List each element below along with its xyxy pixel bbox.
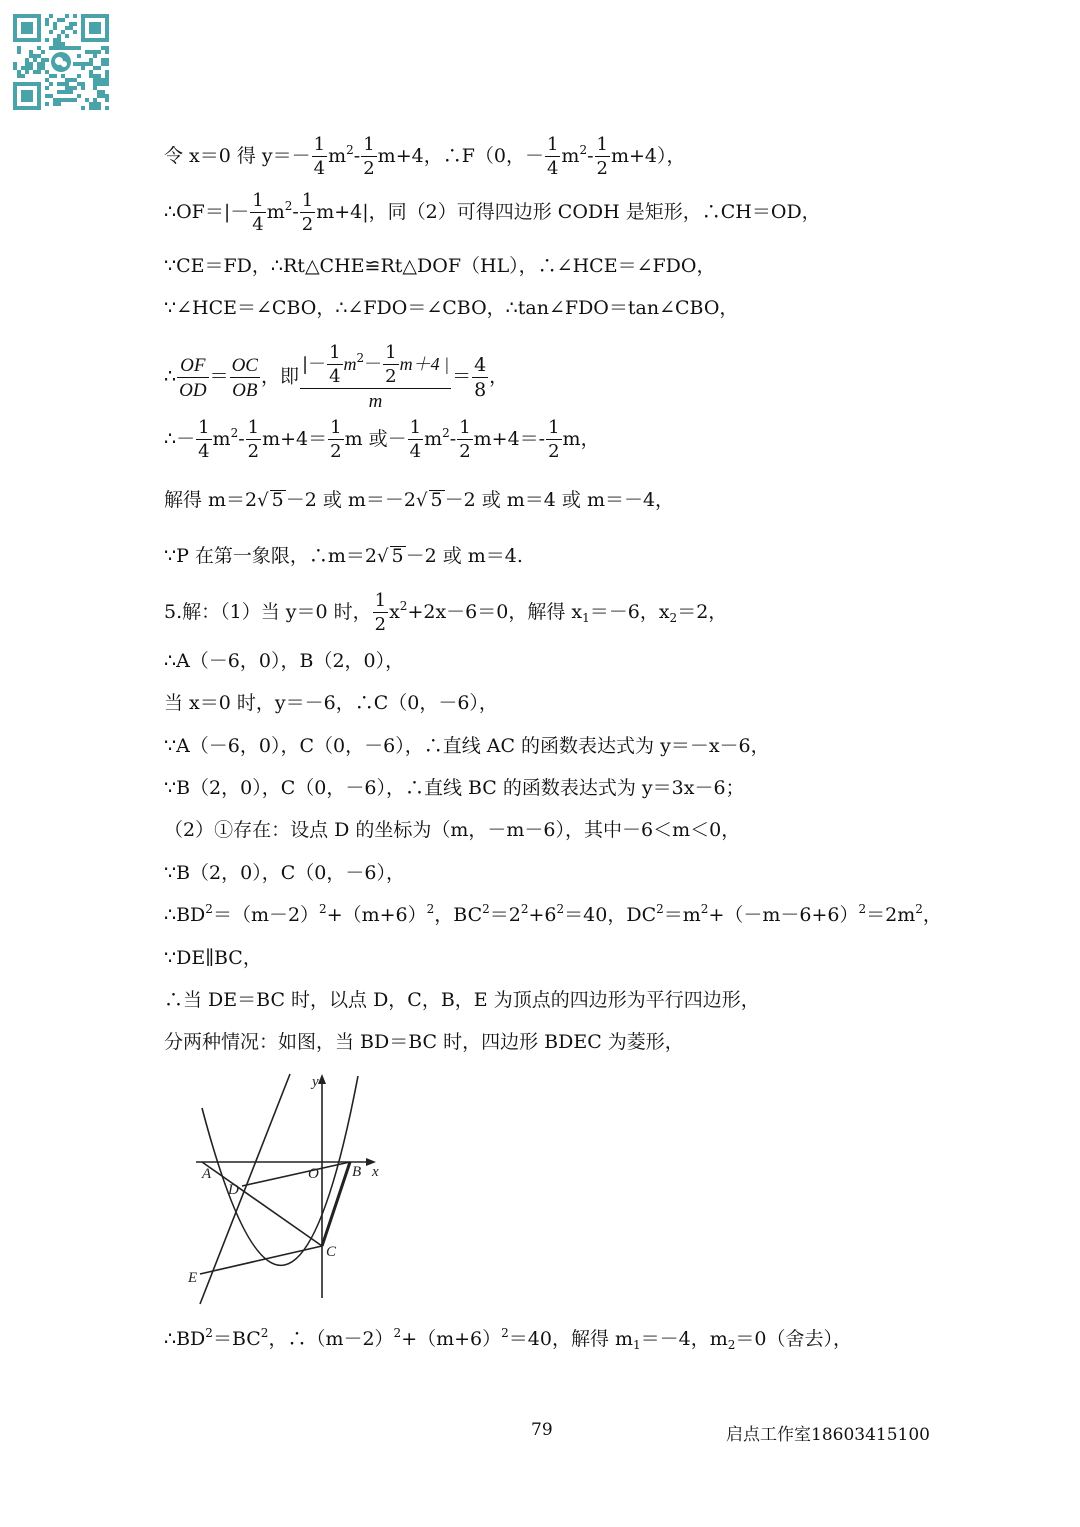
parabola-figure (184, 1068, 394, 1308)
line-18: ∴当 DE＝BC 时，以点 D，C，B，E 为顶点的四边形为平行四边形， (164, 989, 760, 1011)
subscript: 1 (582, 611, 590, 625)
numerator: 1 (459, 417, 471, 438)
line-2 (164, 192, 821, 234)
text: m+4＝ (262, 428, 328, 450)
text: － (364, 354, 383, 375)
numerator: 1 (330, 417, 342, 438)
text: 令 x＝0 得 y＝－ (164, 145, 311, 167)
line-ac (202, 1162, 322, 1246)
text: m (343, 354, 357, 374)
text: ∴OF＝|－ (164, 201, 250, 223)
numerator: 1 (198, 417, 210, 438)
fraction (383, 344, 398, 386)
line-17: ∵DE∥BC， (164, 947, 262, 969)
text: ＝ (209, 365, 229, 388)
fraction (300, 192, 315, 234)
y-axis-arrow (318, 1074, 326, 1084)
numerator: 1 (385, 342, 397, 363)
superscript: 2 (442, 426, 450, 440)
text: x (389, 601, 400, 623)
line-ec (200, 1246, 322, 1274)
denominator: 2 (363, 158, 375, 179)
line-20 (164, 1326, 852, 1352)
denominator: 2 (596, 158, 608, 179)
fraction (546, 419, 561, 461)
text: - (292, 201, 299, 223)
line-12: ∵A（－6，0），C（0，－6），∴直线 AC 的函数表达式为 y＝－x－6， (164, 735, 770, 757)
denominator: 4 (252, 214, 264, 235)
text: ， (922, 904, 942, 926)
text: －2 或 m＝4 或 m＝－4， (444, 489, 675, 511)
radicand: 5 (430, 489, 443, 511)
fraction (328, 419, 343, 461)
numerator: 1 (409, 417, 422, 438)
fraction (230, 356, 260, 400)
text: ＝2m (866, 904, 916, 926)
text: ＝2 (489, 904, 521, 926)
superscript: 2 (356, 351, 365, 365)
text: －2 或 m＝4. (405, 545, 523, 567)
radicand: 5 (391, 545, 404, 567)
line-11: 当 x＝0 时，y＝－6，∴C（0，－6）， (164, 692, 498, 714)
numerator: 1 (301, 190, 314, 211)
fraction (373, 592, 388, 634)
fraction (177, 356, 208, 400)
fraction (250, 192, 265, 234)
line-4: ∵∠HCE＝∠CBO，∴∠FDO＝∠CBO，∴tan∠FDO＝tan∠CBO， (164, 297, 739, 319)
numerator: 1 (252, 190, 264, 211)
superscript: 2 (284, 199, 293, 213)
text: －2 或 m＝－2 (285, 489, 417, 511)
superscript: 2 (700, 902, 709, 916)
line-5 (164, 344, 508, 411)
text: ＝0（舍去）， (735, 1328, 852, 1350)
denominator: 2 (385, 366, 397, 387)
text: ，∴（m－2） (268, 1328, 394, 1350)
fraction (327, 344, 342, 386)
denominator: 4 (329, 366, 341, 387)
line-14: （2）①存在：设点 D 的坐标为（m，－m－6），其中－6＜m＜0， (164, 819, 741, 841)
fraction (361, 136, 376, 178)
text: ，即 (260, 365, 299, 388)
superscript: 2 (399, 599, 408, 613)
text: m+4|，同（2）可得四边形 CODH 是矩形，∴CH＝OD， (316, 201, 821, 223)
text: ∴ (164, 365, 177, 388)
numerator: 1 (546, 134, 559, 155)
text: ∴－ (164, 428, 196, 450)
denominator: 2 (459, 441, 471, 462)
subscript: 2 (727, 1338, 736, 1352)
fraction (246, 419, 261, 461)
line-13: ∵B（2，0），C（0，－6），∴直线 BC 的函数表达式为 y＝3x－6； (164, 777, 745, 799)
superscript: 2 (915, 902, 923, 916)
line-16 (164, 902, 942, 926)
numerator: 1 (329, 342, 341, 363)
text: ＝－6，x (589, 601, 670, 623)
numerator: 1 (374, 590, 387, 611)
line-3: ∵CE＝FD，∴Rt△CHE≌Rt△DOF（HL），∴∠HCE＝∠FDO， (164, 255, 716, 277)
text: ＝2， (677, 601, 728, 623)
label-a: A (202, 1166, 212, 1182)
sqrt-sign: √ (416, 490, 428, 511)
text: ∴BD (164, 904, 206, 926)
text: |－ (301, 354, 327, 375)
fraction-big (300, 344, 451, 411)
fraction (457, 419, 472, 461)
numerator: 1 (548, 417, 560, 438)
numerator: 1 (363, 134, 375, 155)
denominator: 2 (330, 441, 342, 462)
label-e: E (188, 1270, 198, 1286)
fraction (545, 136, 560, 178)
denominator: 2 (247, 441, 260, 462)
superscript: 2 (656, 902, 664, 916)
denominator: OD (179, 379, 207, 401)
label-d: D (228, 1182, 239, 1198)
superscript: 2 (426, 902, 435, 916)
text: ＝BC (212, 1328, 261, 1350)
text: m 或－ (344, 428, 407, 450)
label-b: B (352, 1164, 362, 1180)
denominator: 2 (301, 214, 314, 235)
denominator: 4 (409, 441, 422, 462)
denominator: OB (232, 379, 258, 401)
superscript: 2 (319, 902, 327, 916)
denominator: 2 (374, 614, 387, 635)
text: +6 (528, 904, 557, 926)
subscript: 2 (669, 611, 678, 625)
superscript: 2 (205, 1326, 213, 1340)
text: ， (489, 365, 509, 388)
text: 解得 m＝2 (164, 489, 258, 511)
denominator: m (368, 391, 383, 412)
text: +（m+6） (401, 1328, 502, 1350)
denominator: 8 (474, 378, 487, 401)
superscript: 2 (393, 1326, 402, 1340)
line-1 (164, 136, 686, 178)
text: ＝40，DC (564, 904, 657, 926)
text: +（－m－6+6） (708, 904, 859, 926)
line-7 (164, 490, 674, 510)
text: m， (562, 428, 600, 450)
subscript: 1 (633, 1338, 641, 1352)
superscript: 2 (205, 902, 213, 916)
line-10: ∴A（－6，0），B（2，0）， (164, 650, 405, 672)
superscript: 2 (501, 1326, 509, 1340)
text: ，BC (434, 904, 483, 926)
text: m (424, 428, 443, 450)
text: - (587, 145, 594, 167)
page-number: 79 (531, 1420, 553, 1440)
sqrt-sign: √ (257, 490, 269, 511)
line-6 (164, 419, 600, 461)
line-de (200, 1074, 290, 1304)
text: 5.解：（1）当 y＝0 时， (164, 601, 372, 623)
fraction (595, 136, 610, 178)
label-y: y (312, 1074, 319, 1090)
text: ＝－4，m (640, 1328, 728, 1350)
text: m+4）， (610, 145, 686, 167)
fraction (196, 419, 211, 461)
denominator: 4 (313, 158, 326, 179)
text: m (328, 145, 347, 167)
text: - (238, 428, 245, 450)
line-19: 分两种情况：如图，当 BD＝BC 时，四边形 BDEC 为菱形， (164, 1031, 684, 1053)
numerator: 4 (474, 353, 487, 376)
qr-code-wechat-icon (12, 14, 110, 110)
sqrt-sign: √ (377, 546, 389, 567)
numerator: 1 (596, 134, 608, 155)
text: ＝（m－2） (212, 904, 320, 926)
fraction (472, 353, 488, 401)
line-9 (164, 592, 727, 634)
superscript: 2 (346, 143, 354, 157)
text: +（m+6） (326, 904, 427, 926)
superscript: 2 (230, 426, 239, 440)
superscript: 2 (579, 143, 588, 157)
superscript: 2 (482, 902, 490, 916)
label-x: x (372, 1164, 379, 1180)
text: ∵P 在第一象限，∴m＝2 (164, 545, 378, 567)
text: m (266, 201, 285, 223)
numerator: OF (177, 356, 208, 378)
text: m+4＝- (473, 428, 546, 450)
label-o: O (308, 1166, 319, 1182)
text: +2x－6＝0，解得 x (407, 601, 583, 623)
text: ＝m (663, 904, 701, 926)
superscript: 2 (556, 902, 565, 916)
text: - (449, 428, 457, 450)
numerator: 1 (247, 417, 260, 438)
footer-credit: 启点工作室18603415100 (726, 1425, 930, 1445)
superscript: 2 (520, 902, 529, 916)
numerator (300, 344, 451, 389)
text: - (353, 145, 361, 167)
figure-svg (184, 1068, 394, 1308)
numerator: OC (231, 354, 258, 376)
superscript: 2 (858, 902, 867, 916)
line-15: ∵B（2，0），C（0，－6）， (164, 862, 405, 884)
text: ∴BD (164, 1328, 206, 1350)
radicand: 5 (271, 489, 284, 511)
text: ＝ (452, 365, 472, 388)
text: m+4，∴F（0，－ (377, 145, 544, 167)
text: m＋4 | (399, 354, 450, 374)
denominator: 2 (548, 441, 560, 462)
text: m (212, 428, 231, 450)
fraction (312, 136, 327, 178)
text: m (561, 145, 580, 167)
numerator: 1 (313, 134, 326, 155)
denominator: 4 (198, 441, 210, 462)
denominator: 4 (546, 158, 559, 179)
label-c: C (326, 1244, 337, 1260)
fraction (408, 419, 423, 461)
text: ＝40，解得 m (508, 1328, 634, 1350)
superscript: 2 (260, 1326, 269, 1340)
line-8 (164, 546, 523, 566)
